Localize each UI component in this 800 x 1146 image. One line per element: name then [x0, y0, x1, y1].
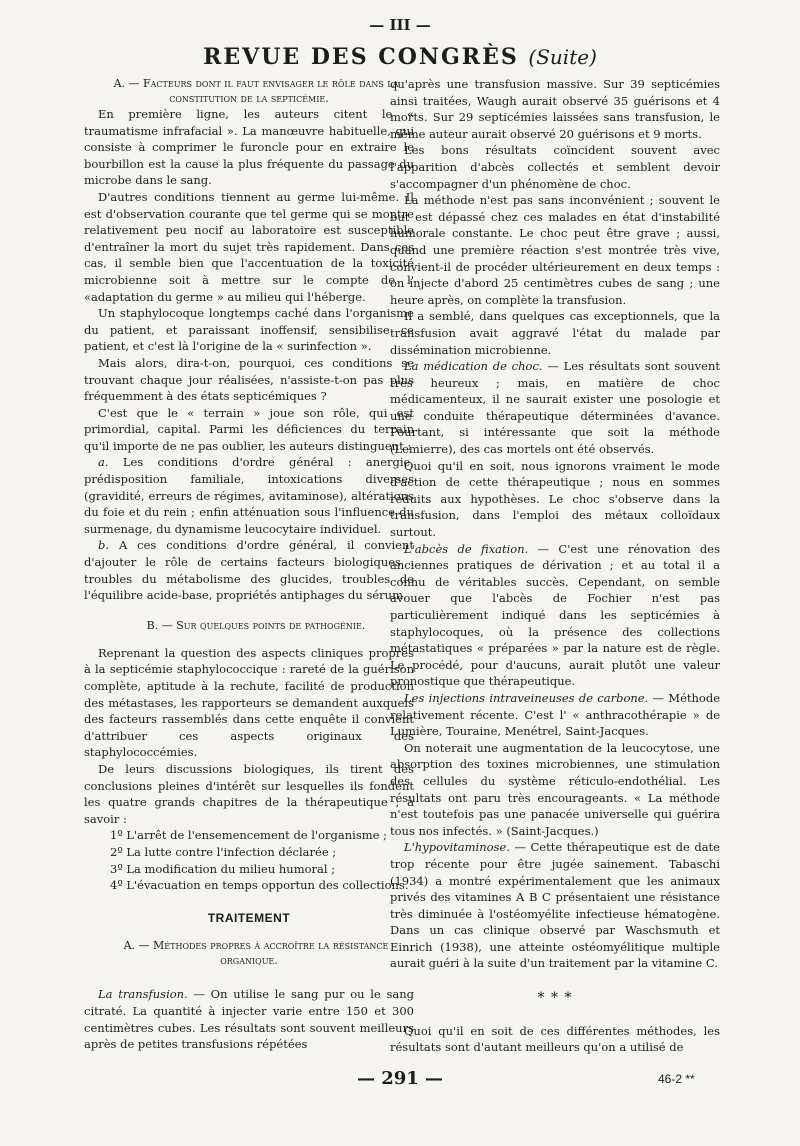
paragraph: Les bons résultats coïncident souvent avec l'apparition d'abcès collectés et semblent devoir s'accompagner d'un phénomène de choc.: [390, 143, 720, 191]
printer-signature: 46-2 **: [658, 1072, 695, 1086]
left-column: [84, 76, 414, 1053]
paragraph-label: La médication de choc.: [404, 359, 543, 374]
paragraph-label: Les injections intraveineuses de carbone.: [404, 690, 649, 705]
list-item: 2º La lutte contre l'infection déclarée ;: [110, 844, 337, 859]
paragraph: [390, 690, 720, 740]
paragraph: [84, 454, 414, 537]
right-column: [390, 76, 720, 1056]
paragraph: Un staphylocoque longtemps caché dans l'organisme du patient, et paraissant inoffensif, sensibilise ce patient, et c'est là l'origine de la « surinfection ».: [84, 306, 414, 354]
list-item: 1º L'arrêt de l'ensemencement de l'organisme ;: [110, 828, 387, 843]
list-item: 3º La modification du milieu humoral ;: [110, 861, 336, 876]
paragraph: Il a semblé, dans quelques cas exceptionnels, que la transfusion avait aggravé l'état du malade par dissémination microbienne.: [390, 309, 720, 357]
paragraph: De leurs discussions biologiques, ils tirent des conclusions pleines d'intérêt sur lesquelles ils fondent les quatre grands chapitres de la thérapeutique ; à savoir :: [84, 761, 414, 826]
paragraph: qu'après une transfusion massive. Sur 39 septicémies ainsi traitées, Waugh aurait observé 35 guérisons et 4 morts. Sur 29 septicémies laissées sans transfusion, le même auteur aurait observé 20 guérisons et 9 morts.: [390, 77, 720, 141]
paragraph: [390, 541, 720, 690]
section-heading-c: A. — Méthodes propres à accroître la résistance organique.: [123, 939, 389, 968]
paragraph: On noterait une augmentation de la leucocytose, une absorption des toxines microbiennes, une stimulation des cellules du système réticulo-endothélial. Les résultats ont paru très encourageants. « La méthode n'est toutefois pas une panacée universelle qui guérira tous nos infectés. » (Saint-Jacques.): [390, 740, 720, 838]
paragraph-text: — Méthode relativement récente. C'est l' « anthracothérapie » de Lumière, Touraine, Menétrel, Saint-Jacques.: [390, 690, 720, 739]
paragraph: [84, 537, 414, 603]
page-number-bottom: — 291 —: [356, 1068, 444, 1089]
paragraph: [84, 986, 414, 1052]
paragraph: C'est que le « terrain » joue son rôle, qui est primordial, capital. Parmi les déficiences du terrain qu'il importe de ne pas oublier, les auteurs distinguent :: [84, 405, 414, 453]
item-text: A ces conditions d'ordre général, il convient d'ajouter le rôle de certains facteurs biologiques : troubles du métabolisme des glucides, troubles de l'équilibre acide-base, propriétés antiphages du sérum.: [84, 538, 415, 603]
paragraph: Quoi qu'il en soit, nous ignorons vraiment le mode d'action de cette thérapeutique ; nous en sommes réduits aux hypothèses. Le choc s'observe dans la transfusion, dans l'emploi des métaux colloïdaux surtout.: [390, 458, 720, 540]
section-title-traitement: TRAITEMENT: [207, 910, 291, 925]
list-item: 4º L'évacuation en temps opportun des collections.: [110, 878, 409, 893]
section-separator-stars: * * *: [537, 990, 573, 1007]
paragraph-text: — C'est une rénovation des anciennes pratiques de dérivation ; et au total il a connu de véritables succès. Cependant, on semble avouer que l'abcès de Fochier n'est pas particulièrement indiqué dans les septicémies à staphylocoques, où la présence des collections métastatiques « préparées » par la nature est de règle. Le procédé, pour d'aucuns, aurait plutôt une valeur pronostique que thérapeutique.: [390, 541, 720, 689]
running-title: [0, 44, 800, 70]
paragraph-label: La transfusion.: [98, 987, 188, 1002]
paragraph-text: — Cette thérapeutique est de date trop récente pour être jugée sainement. Tabaschi (1934) a montré expérimentalement que les animaux privés des vitamines A B C présentaient une résistance très diminuée à l'ostéomyélite infectieuse hématogène. Dans un cas clinique observé par Waschsmuth et Einrich (1938), une atteinte ostéomyélitique multiple aurait guéri à la suite d'un traitement par la vitamine C.: [390, 840, 720, 971]
paragraph: [390, 358, 720, 458]
paragraph: Mais alors, dira-t-on, pourquoi, ces conditions se trouvant chaque jour réalisées, n'assiste-t-on pas plus fréquemment à des états septicémiques ?: [84, 355, 414, 404]
paragraph-label: L'abcès de fixation.: [404, 541, 529, 556]
title-main: REVUE DES CONGRÈS: [203, 44, 519, 70]
item-text: Les conditions d'ordre général : anergie, prédisposition familiale, intoxications diverses (gravidité, erreurs de régimes, avitaminose), altérations du foie et du rein ; enfin atténuation sous l'influence du surmenage, du dynamisme leucocytaire individuel.: [84, 455, 414, 536]
paragraph: La méthode n'est pas sans inconvénient ; souvent le but est dépassé chez ces malades en état d'instabilité humorale constante. Le choc peut être grave ; aussi, quand une première réaction s'est montrée très vive, convient-il de procéder ultérieurement en deux temps : on injecte d'abord 25 centimètres cubes de sang ; une heure après, on complète la transfusion.: [390, 193, 720, 307]
item-label: b.: [98, 538, 110, 553]
section-heading-a: A. — Facteurs dont il faut envisager le rôle dans la constitution de la septicémie.: [113, 77, 399, 105]
section-heading-b: B. — Sur quelques points de pathogénie.: [146, 618, 366, 632]
paragraph: [390, 839, 720, 972]
paragraph: Quoi qu'il en soit de ces différentes méthodes, les résultats sont d'autant meilleurs qu'on a utilisé de: [390, 1023, 720, 1055]
page-number-top: — III —: [369, 16, 431, 34]
title-suffix: (Suite): [528, 45, 597, 69]
paragraph: D'autres conditions tiennent au germe lui-même. Il est d'observation courante que tel germe qui se montre relativement peu nocif au laboratoire est susceptible d'entraîner la mort du sujet très rapidement. Dans ces cas, il semble bien que l'accentuation de la toxicité microbienne soit à mettre sur le compte de l' «adaptation du germe » au milieu qui l'héberge.: [84, 189, 414, 304]
paragraph-text: — Les résultats sont souvent très heureux ; mais, en matière de choc médicamenteux, il ne saurait exister une posologie et une conduite thérapeutique déterminées d'avance. Pourtant, si intéressante que soit la méthode (Lemierre), des cas mortels ont été observés.: [390, 359, 720, 457]
paragraph-label: L'hypovitaminose.: [404, 840, 510, 855]
paragraph: Reprenant la question des aspects cliniques propres à la septicémie staphylococcique : rareté de la guérison complète, aptitude à la rechute, facilité de production des métastases, les rapporteurs se demandent auxquels des facteurs rassemblés dans cette enquête il convient d'attribuer ces aspects originaux des staphylococcémies.: [84, 645, 414, 760]
paragraph-text: — On utilise le sang pur ou le sang citraté. La quantité à injecter varie entre 150 et 300 centimètres cubes. Les résultats sont souvent meilleurs après de petites transfusions répétées: [84, 987, 414, 1052]
item-label: a.: [98, 455, 109, 470]
paragraph: En première ligne, les auteurs citent le « traumatisme infrafacial ». La manœuvre habituelle, qui consiste à comprimer le furoncle pour en extraire le bourbillon est la cause la plus fréquente du passage du microbe dans le sang.: [84, 107, 414, 188]
